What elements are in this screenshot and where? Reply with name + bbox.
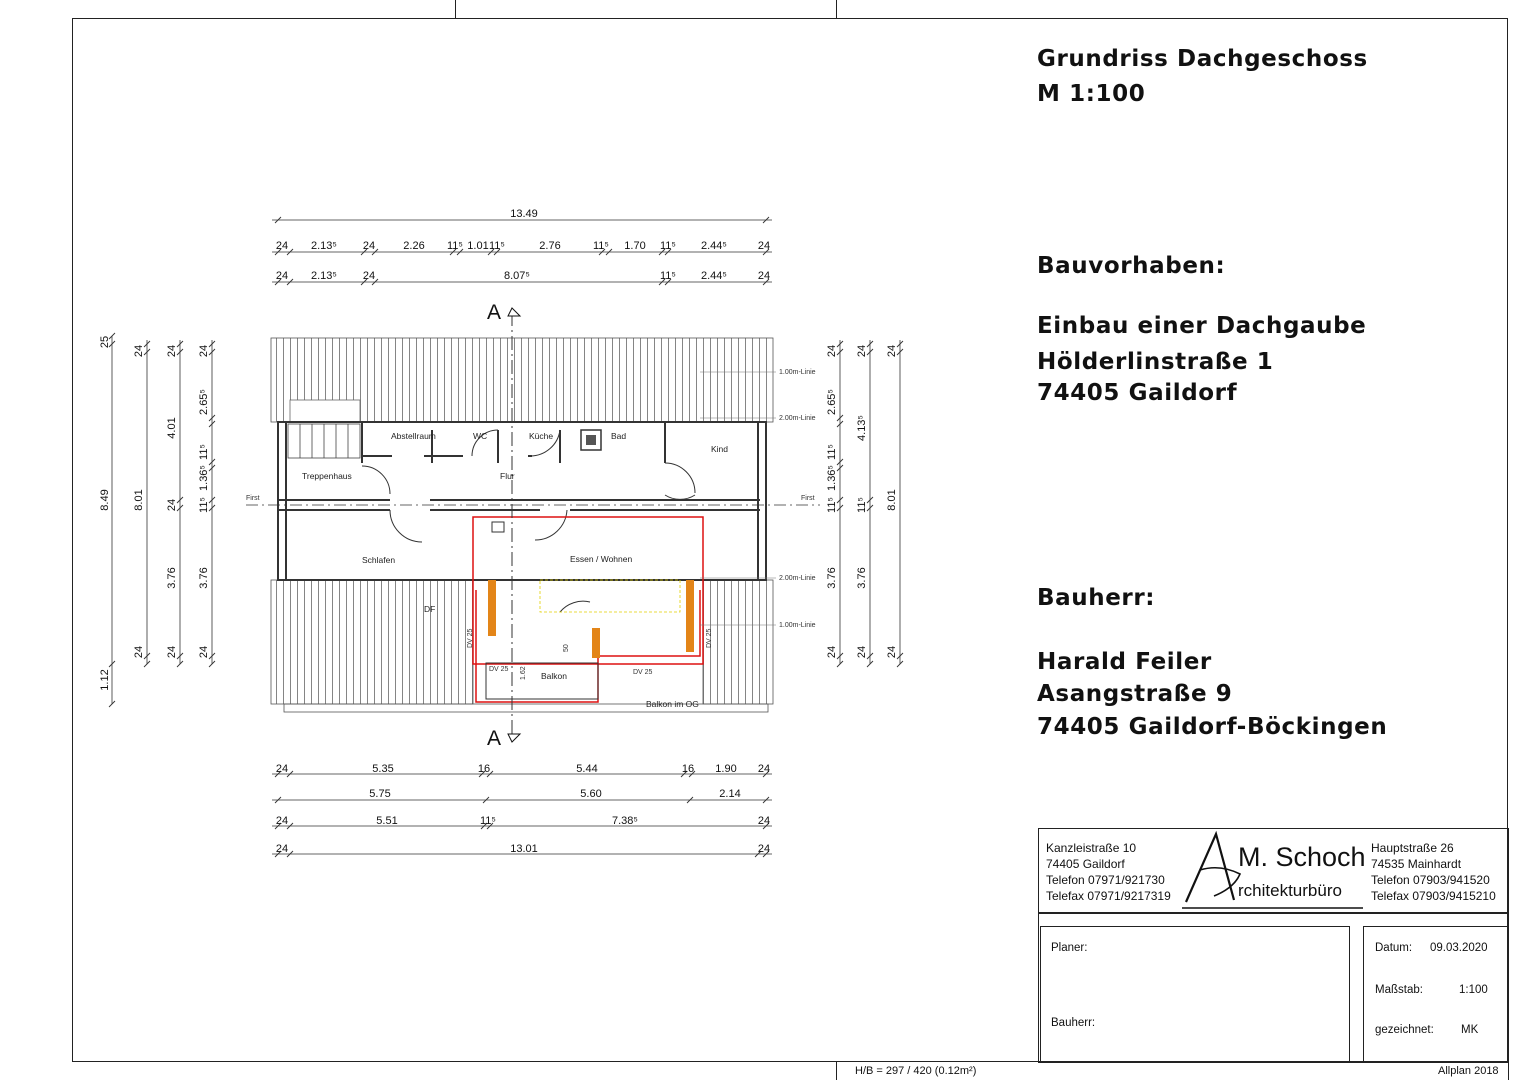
room-essen: Essen / Wohnen xyxy=(570,554,633,564)
dim-bottom-row1: 1.90 xyxy=(715,763,737,775)
dim-top-row1: 11⁵ xyxy=(489,240,505,252)
dv-label: DV 25 xyxy=(633,669,653,676)
dim-bottom-row1: 5.44 xyxy=(576,763,598,775)
dv-label: DV 25 xyxy=(706,628,713,648)
dormer-window xyxy=(592,628,600,658)
dormer-window xyxy=(488,580,496,636)
dim-left-outer: 1.12 xyxy=(99,669,111,691)
dim-top-row2: 2.13⁵ xyxy=(311,270,337,282)
dim-left-col4: 3.76 xyxy=(198,567,210,589)
client-line: Asangstraße 9 xyxy=(1037,681,1233,707)
dim-left-col3: 3.76 xyxy=(166,567,178,589)
line-2m-bottom: 2.00m-Linie xyxy=(779,575,816,582)
dim-right-col1: 24 xyxy=(826,645,838,659)
dv-label: DV 25 xyxy=(467,628,474,648)
room-flur: Flur xyxy=(500,471,515,481)
dim-right-col3: 8.01 xyxy=(886,489,898,511)
dim-left-col4: 1.36⁵ xyxy=(198,465,210,491)
dim-bottom-row1: 5.35 xyxy=(372,763,394,775)
logo-name: M. Schoch xyxy=(1238,842,1365,872)
section-mark-bottom: A xyxy=(487,727,502,750)
dim-bottom-row2: 5.60 xyxy=(580,788,602,800)
room-df: DF xyxy=(424,604,436,614)
line-1m-top: 1.00m-Linie xyxy=(779,369,816,376)
dim-left-col2: 24 xyxy=(133,645,145,659)
dim-right-col3: 24 xyxy=(886,645,898,659)
dim-bottom-row1: 24 xyxy=(757,763,771,775)
client-heading: Bauherr: xyxy=(1037,585,1156,611)
dim-bottom-row4: 24 xyxy=(757,843,771,855)
dim-bottom-row3: 24 xyxy=(275,815,289,827)
dim-left-col2: 8.01 xyxy=(133,489,145,511)
dim-left-col4: 11⁵ xyxy=(198,444,210,460)
dim-right-col1: 1.36⁵ xyxy=(826,465,838,491)
room-kind: Kind xyxy=(711,444,729,454)
office-address-right: Hauptstraße 26 74535 Mainhardt Telefon 07903/941520 Telefax 07903/9415210 xyxy=(1371,841,1496,903)
dim-right-col1: 11⁵ xyxy=(826,444,838,460)
dim-bottom-row1: 24 xyxy=(275,763,289,775)
room-wc: WC xyxy=(473,431,488,441)
project-line: Einbau einer Dachgaube xyxy=(1037,313,1367,339)
roof-bottom-right xyxy=(703,580,773,704)
room-bad: Bad xyxy=(611,431,627,441)
dim-bottom-row2: 2.14 xyxy=(719,788,741,800)
dormer-outline xyxy=(473,517,703,664)
gezeichnet-value: MK xyxy=(1461,1024,1479,1036)
balkon-og-label: Balkon im OG xyxy=(646,699,699,709)
dv-label: DV 25 xyxy=(489,666,509,673)
room-abstellraum: Abstellraum xyxy=(391,431,436,441)
dim-left-col3: 24 xyxy=(166,344,178,358)
dim-top-row2: 24 xyxy=(275,270,289,282)
dim-bottom-row3: 24 xyxy=(757,815,771,827)
dim-left-col4: 24 xyxy=(198,344,210,358)
stair-opening xyxy=(290,400,360,422)
datum-label: Datum: xyxy=(1375,942,1413,954)
dim-bottom-row3: 5.51 xyxy=(376,815,398,827)
dim-right-col3: 24 xyxy=(886,344,898,358)
dim-top-row1: 24 xyxy=(757,240,771,252)
dim-right-col2: 3.76 xyxy=(856,567,868,589)
dim-top-row1: 1.01 xyxy=(467,240,489,252)
dim-top-row2: 11⁵ xyxy=(660,270,676,282)
dim-top-row2: 2.44⁵ xyxy=(701,270,727,282)
dim-top-row2: 24 xyxy=(362,270,376,282)
dim-right-col1: 2.65⁵ xyxy=(826,389,838,415)
line-2m-top: 2.00m-Linie xyxy=(779,415,816,422)
dim-top-row1: 2.26 xyxy=(403,240,425,252)
dim-bottom-row1: 16 xyxy=(477,763,491,775)
gezeichnet-label: gezeichnet: xyxy=(1375,1024,1434,1036)
dim-left-col2: 24 xyxy=(133,344,145,358)
project-heading: Bauvorhaben: xyxy=(1037,253,1226,279)
dim-bottom-row2: 5.75 xyxy=(369,788,391,800)
section-mark-top: A xyxy=(487,301,502,324)
dim-bottom-row3: 7.38⁵ xyxy=(612,815,638,827)
dim-left-col3: 24 xyxy=(166,498,178,512)
dim-right-col2: 24 xyxy=(856,645,868,659)
dim-left-col3: 24 xyxy=(166,645,178,659)
dim-right-col1: 24 xyxy=(826,344,838,358)
dim-top-row1: 11⁵ xyxy=(660,240,676,252)
client-line: Harald Feiler xyxy=(1037,649,1212,675)
dim-top-row2: 8.07⁵ xyxy=(504,270,530,282)
dim-right-col2: 24 xyxy=(856,344,868,358)
dim-right-col1: 3.76 xyxy=(826,567,838,589)
dim-bottom-row3: 11⁵ xyxy=(480,815,496,827)
dim-overall-width: 13.49 xyxy=(510,208,538,220)
dim-right-col1: 11⁵ xyxy=(826,497,838,513)
room-balkon: Balkon xyxy=(541,671,567,681)
dim-left-outer: 25 xyxy=(99,335,111,349)
dim-top-row1: 2.76 xyxy=(539,240,561,252)
dim-top-row1: 24 xyxy=(275,240,289,252)
dim-bottom-row4: 24 xyxy=(275,843,289,855)
dim-bottom-row1: 16 xyxy=(681,763,695,775)
datum-value: 09.03.2020 xyxy=(1430,942,1488,954)
dim-top-row1: 1.70 xyxy=(624,240,646,252)
dim-left-outer: 8.49 xyxy=(99,489,111,511)
planer-label: Planer: xyxy=(1051,942,1088,954)
dim-left-col4: 11⁵ xyxy=(198,497,210,513)
dim-left-col4: 2.65⁵ xyxy=(198,389,210,415)
dim-162: 1.62 xyxy=(520,666,527,680)
room-treppenhaus: Treppenhaus xyxy=(302,471,352,481)
logo-sub: rchitekturbüro xyxy=(1238,881,1342,900)
dormer-window xyxy=(686,580,694,652)
drawing-scale: M 1:100 xyxy=(1037,81,1146,107)
dim-bottom-row4: 13.01 xyxy=(510,843,538,855)
first-label-right: First xyxy=(801,495,815,502)
drawing-title: Grundriss Dachgeschoss xyxy=(1037,46,1368,72)
first-label-left: First xyxy=(246,495,260,502)
dim-top-row1: 2.44⁵ xyxy=(701,240,727,252)
room-kueche: Küche xyxy=(529,431,554,441)
dim-top-row1: 2.13⁵ xyxy=(311,240,337,252)
software-note: Allplan 2018 xyxy=(1438,1065,1499,1077)
dim-50: 50 xyxy=(563,644,570,652)
paper-format: H/B = 297 / 420 (0.12m²) xyxy=(855,1065,977,1077)
massstab-label: Maßstab: xyxy=(1375,984,1423,996)
dim-top-row1: 11⁵ xyxy=(593,240,609,252)
dim-right-col2: 4.13⁵ xyxy=(856,415,868,441)
dim-top-row1: 11⁵ xyxy=(447,240,463,252)
dim-top-row1: 24 xyxy=(362,240,376,252)
project-line: Hölderlinstraße 1 xyxy=(1037,349,1274,375)
dim-right-col2: 11⁵ xyxy=(856,497,868,513)
project-line: 74405 Gaildorf xyxy=(1037,380,1238,406)
room-schlafen: Schlafen xyxy=(362,555,396,565)
client-line: 74405 Gaildorf-Böckingen xyxy=(1037,714,1388,740)
dim-top-row2: 24 xyxy=(757,270,771,282)
roof-bottom-left xyxy=(271,580,473,704)
office-address-left: Kanzleistraße 10 74405 Gaildorf Telefon 07971/921730 Telefax 07971/9217319 xyxy=(1046,841,1171,903)
bauherr-label: Bauherr: xyxy=(1051,1017,1096,1029)
massstab-value: 1:100 xyxy=(1459,984,1488,996)
dim-left-col4: 24 xyxy=(198,645,210,659)
dim-left-col3: 4.01 xyxy=(166,417,178,439)
line-1m-bottom: 1.00m-Linie xyxy=(779,622,816,629)
